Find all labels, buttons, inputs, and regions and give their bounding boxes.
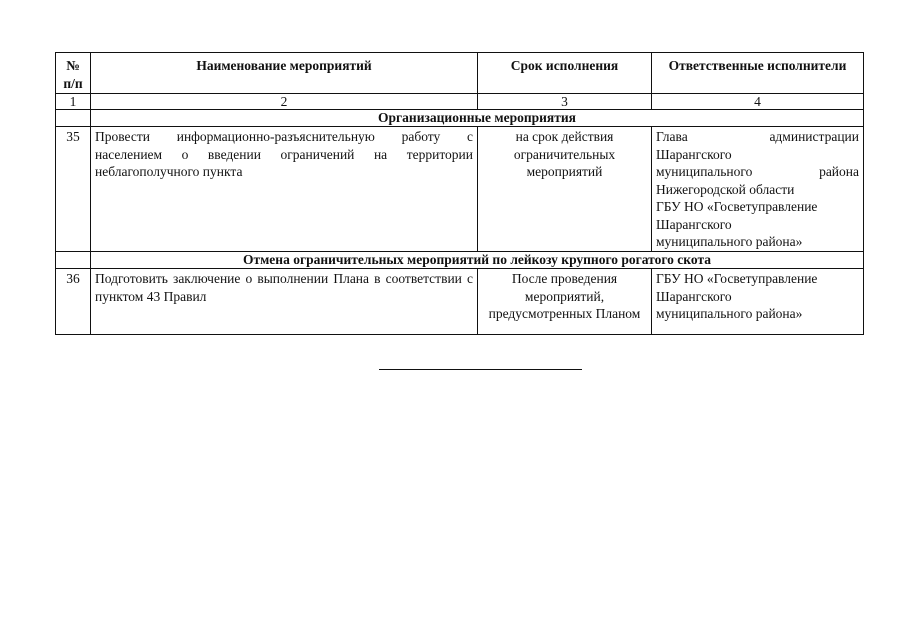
column-number-row	[56, 94, 864, 110]
responsible-line: Шарангского	[656, 146, 732, 162]
header-responsible: Ответственные исполнители	[652, 53, 864, 94]
responsible-word: Глава	[656, 129, 688, 144]
responsible-line: Шарангского	[656, 288, 732, 304]
section-spacer	[56, 110, 91, 127]
header-row	[56, 53, 864, 94]
row-responsible	[652, 269, 864, 335]
column-number-2: 2	[91, 94, 478, 110]
row-measure-name: Подготовить заключение о выполнении Плана в соответствии с пунктом 43 Правил	[91, 269, 478, 335]
section-spacer	[56, 252, 91, 269]
responsible-line	[656, 128, 859, 146]
row-responsible	[652, 127, 864, 252]
row-number: 36	[56, 269, 91, 335]
row-deadline: на срок действия ограничительных мероприятий	[478, 127, 652, 252]
responsible-word: администрации	[769, 129, 859, 144]
row-measure-name: Провести информационно-разъяснительную работу с населением о введении ограничений на территории неблагополучного пункта	[91, 127, 478, 252]
responsible-line: ГБУ НО «Госветуправление	[656, 271, 818, 286]
section-title: Отмена ограничительных мероприятий по лейкозу крупного рогатого скота	[91, 252, 864, 269]
column-number-3: 3	[478, 94, 652, 110]
responsible-line: Нижегородской области	[656, 181, 795, 197]
plan-table	[55, 52, 864, 335]
column-number-4: 4	[652, 94, 864, 110]
table-row	[56, 269, 864, 335]
section-title: Организационные мероприятия	[91, 110, 864, 127]
section-row-cancellation	[56, 252, 864, 269]
responsible-word: района	[819, 164, 859, 179]
row-deadline: После проведения мероприятий, предусмотренных Планом	[478, 269, 652, 335]
column-number-1: 1	[56, 94, 91, 110]
responsible-word: муниципального	[656, 164, 753, 179]
header-deadline: Срок исполнения	[478, 53, 652, 94]
responsible-line: муниципального района»	[656, 306, 803, 321]
responsible-line	[656, 163, 859, 181]
row-number: 35	[56, 127, 91, 252]
responsible-line: муниципального района»	[656, 234, 803, 249]
table-row	[56, 127, 864, 252]
section-row-organizational	[56, 110, 864, 127]
responsible-line: Шарангского	[656, 216, 732, 232]
header-name: Наименование мероприятий	[91, 53, 478, 94]
end-rule	[379, 369, 582, 370]
header-num: № п/п	[56, 53, 91, 94]
responsible-line: ГБУ НО «Госветуправление	[656, 199, 818, 214]
